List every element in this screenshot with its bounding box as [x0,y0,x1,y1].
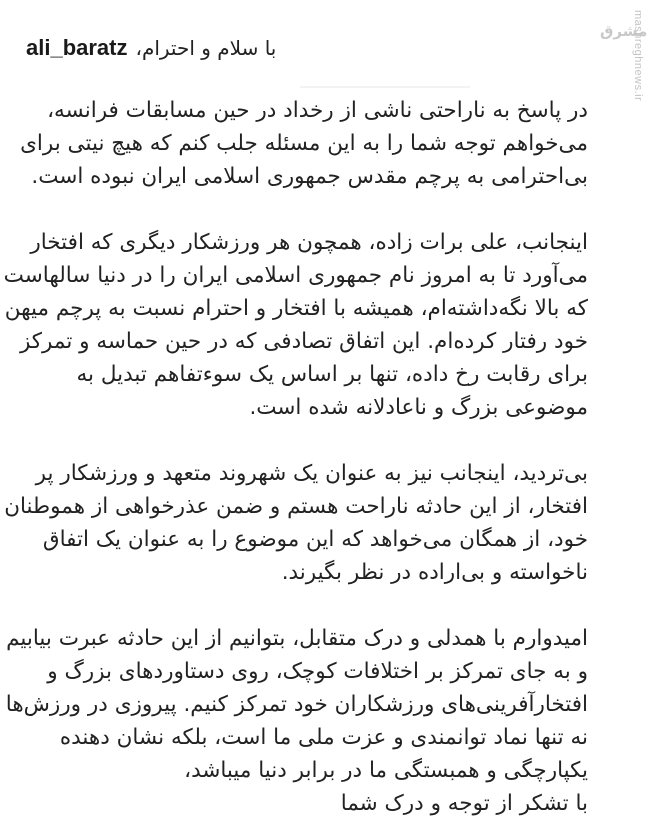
watermark-site-text: mashreghnews.ir [632,10,644,102]
username-link[interactable]: ali_baratz [26,35,128,60]
paragraph-2 [3,226,588,424]
divider [300,86,470,88]
text-line: ناخواسته و بی‌اراده در نظر بگیرند. [281,560,588,585]
text-line: یکپارچگی و همبستگی ما در برابر دنیا میباشد، [184,758,588,783]
text-line: موضوعی بزرگ و ناعادلانه شده است. [249,395,588,420]
text-line: که بالا نگه‌داشته‌ام، همیشه با افتخار و احترام نسبت به پرچم میهن [4,296,588,321]
greeting-text: با سلام و احترام، [135,36,277,60]
text-line: بی‌تردید، اینجانب نیز به عنوان یک شهروند متعهد و ورزشکار پر [35,461,588,486]
text-line: با تشکر از توجه و درک شما [340,791,588,816]
paragraph-4 [5,622,588,820]
paragraph-1 [20,94,588,193]
text-line: افتخارآفرینی‌های ورزشکاران خود تمرکز کنیم. پیروزی در ورزش‌ها [5,692,588,717]
text-line: افتخار، از این حادثه ناراحت هستم و ضمن عذرخواهی از هموطنان [4,494,588,519]
watermark [600,10,647,130]
mashregh-logo-icon: مشرق [600,22,647,40]
text-line: بی‌احترامی به پرچم مقدس جمهوری اسلامی ایران نبوده است. [31,164,588,189]
text-line: برای رقابت رخ داده، تنها بر اساس یک سوءتفاهم تبدیل به [76,362,588,387]
post-header [26,30,276,66]
text-line: اینجانب، علی برات زاده، همچون هر ورزشکار دیگری که افتخار [30,230,588,255]
text-line: امیدوارم با همدلی و درک متقابل، بتوانیم از این حادثه عبرت بیابیم [6,626,588,651]
paragraph-3 [4,457,588,589]
text-line: خود رفتار کرده‌ام. این اتفاق تصادفی که در حین حماسه و تمرکز [19,329,588,354]
text-line: می‌آورد تا به امروز نام جمهوری اسلامی ایران را در دنیا سالهاست [3,263,588,288]
text-line: نه تنها نماد توانمندی و عزت ملی ما است، بلکه نشان دهنده [59,725,588,750]
text-line: در پاسخ به ناراحتی ناشی از رخداد در حین مسابقات فرانسه، [47,98,588,123]
statement-body [3,94,588,820]
text-line: می‌خواهم توجه شما را به این مسئله جلب کنم که هیچ نیتی برای [20,131,588,156]
text-line: خود، از همگان می‌خواهد که این موضوع را به عنوان یک اتفاق [42,527,588,552]
text-line: و به جای تمرکز بر اختلافات کوچک، روی دستاوردهای بزرگ و [47,659,588,684]
